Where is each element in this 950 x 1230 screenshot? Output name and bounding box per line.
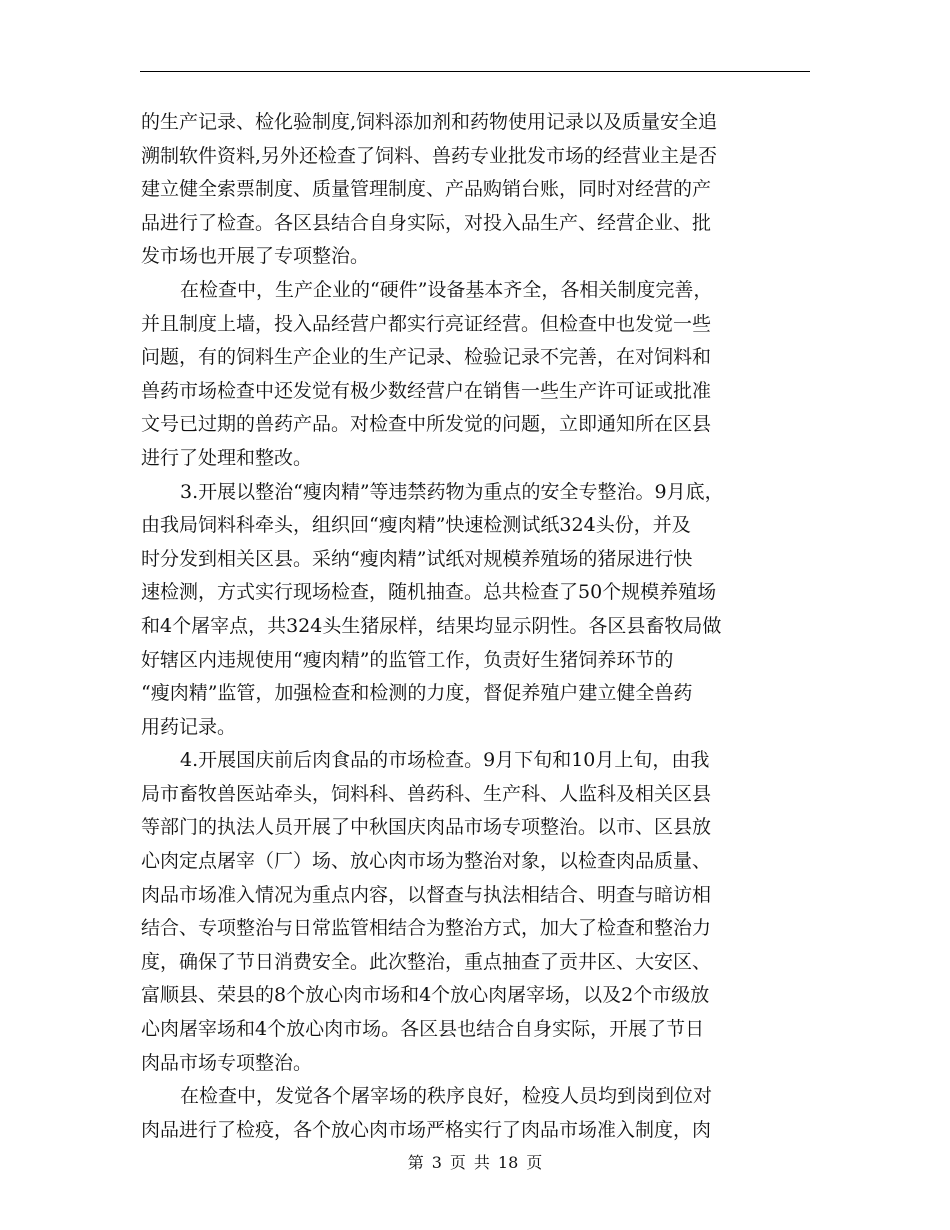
footer-label-ye: 页 (449, 1153, 466, 1172)
text-line: 和4个屠宰点，共324头生猪尿样，结果均显示阴性。各区县畜牧局做 (141, 614, 722, 637)
text-line: 发市场也开展了专项整治。 (141, 245, 370, 268)
text-line: 3.开展以整治“瘦肉精”等违禁药物为重点的安全专整治。9月底， (180, 480, 724, 503)
text-line: 由我局饲料科牵头，组织回“瘦肉精”快速检测试纸324头份，并及 (141, 514, 691, 537)
footer-label-page: 第 (407, 1153, 424, 1172)
text-line: 的生产记录、检化验制度,饲料添加剂和药物使用记录以及质量安全追 (141, 111, 718, 133)
footer-current-page: 3 (431, 1153, 442, 1172)
text-line: 速检测，方式实行现场检查，随机抽查。总共检查了50个规模养殖场 (141, 581, 717, 604)
text-line: 并且制度上墙，投入品经营户都实行亮证经营。但检查中也发觉一些 (141, 312, 712, 335)
page-footer (0, 1151, 950, 1175)
text-line: 用药记录。 (141, 715, 237, 738)
footer-total-pages: 18 (497, 1153, 519, 1172)
text-line: 时分发到相关区县。采纳“瘦肉精”试纸对规模养殖场的猪尿进行快 (141, 547, 693, 570)
text-line: 富顺县、荣县的8个放心肉市场和4个放心肉屠宰场，以及2个市级放 (141, 984, 710, 1007)
text-line: 等部门的执法人员开展了中秋国庆肉品市场专项整治。以市、区县放 (141, 816, 712, 839)
text-line: 问题，有的饲料生产企业的生产记录、检验记录不完善，在对饲料和 (141, 346, 712, 369)
text-line: 进行了处理和整改。 (141, 446, 313, 469)
text-line: 建立健全索票制度、质量管理制度、产品购销台账，同时对经营的产 (141, 178, 712, 201)
text-line: 结合、专项整治与日常监管相结合为整治方式，加大了检查和整治力 (141, 917, 712, 940)
footer-label-total: 共 (473, 1153, 490, 1172)
body-text (141, 106, 831, 1147)
text-line: 文号已过期的兽药产品。对检查中所发觉的问题，立即通知所在区县 (141, 413, 712, 436)
text-line: 局市畜牧兽医站牵头，饲料科、兽药科、生产科、人监科及相关区县 (141, 782, 712, 805)
text-line: 在检查中，发觉各个屠宰场的秩序良好，检疫人员均到岗到位对 (180, 1085, 713, 1108)
text-line: 肉品市场准入情况为重点内容，以督查与执法相结合、明查与暗访相 (141, 883, 712, 906)
text-line: “瘦肉精”监管，加强检查和检测的力度，督促养殖户建立健全兽药 (141, 682, 693, 705)
text-line: 心肉定点屠宰（厂）场、放心肉市场为整治对象，以检查肉品质量、 (141, 850, 712, 873)
text-line: 心肉屠宰场和4个放心肉市场。各区县也结合自身实际，开展了节日 (141, 1018, 705, 1041)
text-line: 好辖区内违规使用“瘦肉精”的监管工作，负责好生猪饲养环节的 (141, 648, 674, 671)
text-line: 度，确保了节日消费安全。此次整治，重点抽查了贡井区、大安区、 (141, 950, 712, 973)
text-line: 4.开展国庆前后肉食品的市场检查。9月下旬和10月上旬，由我 (180, 749, 710, 772)
text-line: 兽药市场检查中还发觉有极少数经营户在销售一些生产许可证或批准 (141, 379, 712, 402)
text-line: 肉品市场专项整治。 (141, 1051, 313, 1074)
text-line: 在检查中，生产企业的“硬件”设备基本齐全，各相关制度完善， (180, 278, 713, 301)
header-rule (140, 71, 810, 72)
footer-label-ye-end: 页 (526, 1153, 543, 1172)
text-line: 肉品进行了检疫，各个放心肉市场严格实行了肉品市场准入制度，肉 (141, 1118, 712, 1141)
text-line: 溯制软件资料,另外还检查了饲料、兽药专业批发市场的经营业主是否 (141, 144, 718, 167)
text-line: 品进行了检查。各区县结合自身实际，对投入品生产、经营企业、批 (141, 211, 712, 234)
